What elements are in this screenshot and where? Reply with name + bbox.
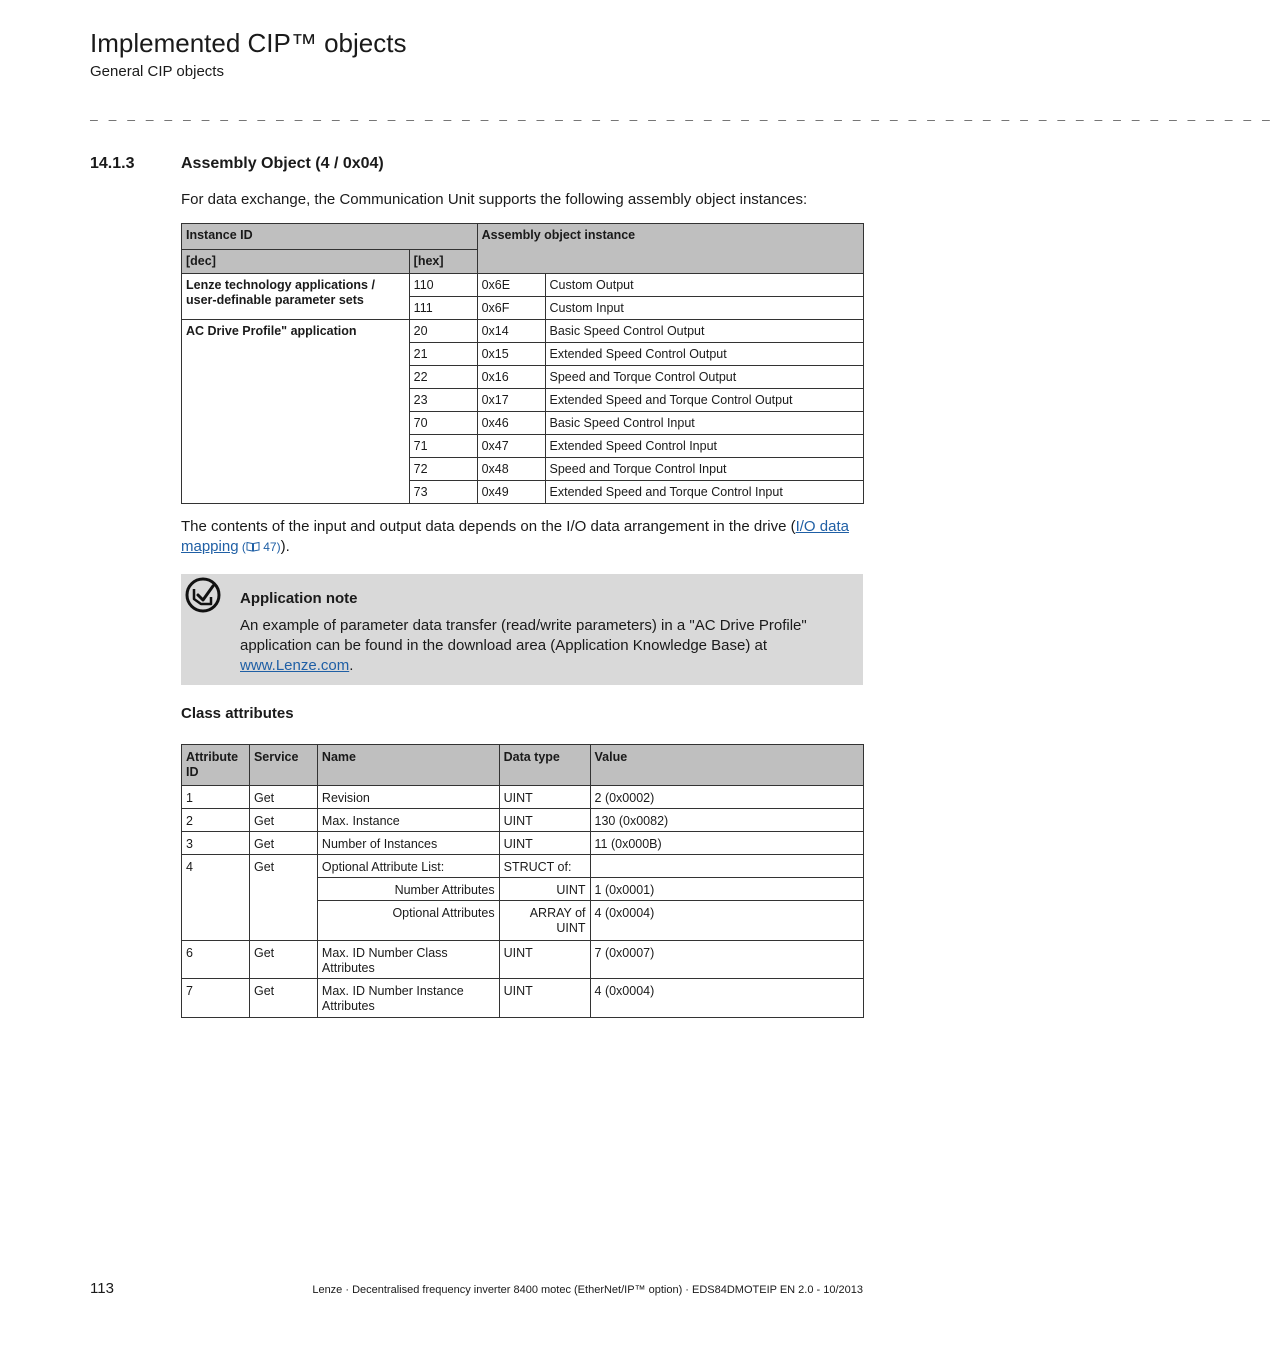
cell-name: Max. ID Number Instance Attributes	[317, 979, 499, 1018]
cell-attribute-id: 2	[182, 809, 250, 832]
cell-dec: 71	[409, 435, 477, 458]
header-separator: _ _ _ _ _ _ _ _ _ _ _ _ _ _ _ _ _ _ _ _ _ _ _ _ _ _ _ _ _ _ _ _ _ _ _ _ _ _ _ _ _ _ _ _ _ _ _ _ _ _ _ _ _ _ _ _ _ _ _ _ _ _ _ _	[90, 108, 1271, 123]
cell-hex: 0x48	[477, 458, 545, 481]
cell-name: Optional Attributes	[317, 901, 499, 941]
cell-service: Get	[249, 979, 317, 1018]
cell-dec: 20	[409, 320, 477, 343]
cell-dec: 21	[409, 343, 477, 366]
contents-paragraph	[181, 517, 871, 557]
book-icon	[246, 541, 260, 552]
cell-name: Number of Instances	[317, 832, 499, 855]
cell-data-type: STRUCT of:	[499, 855, 590, 878]
intro-paragraph: For data exchange, the Communication Unit supports the following assembly object instances:	[181, 191, 808, 208]
note-text: An example of parameter data transfer (read/write parameters) in a "AC Drive Profile" application can be found in the download area (Application Knowledge Base) at www.Lenze.com.	[240, 617, 807, 674]
header-assembly-object-instance: Assembly object instance	[477, 224, 863, 274]
contents-text: The contents of the input and output data depends on the I/O data arrangement in the drive (	[181, 518, 796, 535]
page-reference[interactable]: ( 47)	[238, 540, 281, 554]
cell-dec: 111	[409, 297, 477, 320]
cell-instance-name: Speed and Torque Control Output	[545, 366, 863, 389]
cell-hex: 0x6E	[477, 274, 545, 297]
cell-dec: 72	[409, 458, 477, 481]
page-number: 113	[90, 1280, 114, 1297]
cell-data-type: ARRAY of UINT	[499, 901, 590, 941]
cell-hex: 0x17	[477, 389, 545, 412]
cell-dec: 73	[409, 481, 477, 504]
cell-value	[590, 855, 863, 878]
cell-service: Get	[249, 832, 317, 855]
cell-name: Max. ID Number Class Attributes	[317, 941, 499, 979]
page-subtitle: General CIP objects	[90, 63, 224, 80]
col-value: Value	[590, 745, 863, 786]
cell-name: Optional Attribute List:	[317, 855, 499, 878]
class-attributes-table	[181, 744, 864, 1018]
cell-hex: 0x47	[477, 435, 545, 458]
cell-instance-name: Basic Speed Control Output	[545, 320, 863, 343]
cell-data-type: UINT	[499, 878, 590, 901]
cell-value: 2 (0x0002)	[590, 786, 863, 809]
cell-name: Revision	[317, 786, 499, 809]
header-dec: [dec]	[182, 250, 410, 274]
cell-service: Get	[249, 809, 317, 832]
cell-data-type: UINT	[499, 979, 590, 1018]
cell-hex: 0x6F	[477, 297, 545, 320]
cell-hex: 0x16	[477, 366, 545, 389]
cell-dec: 22	[409, 366, 477, 389]
io-data-mapping-link[interactable]: I/O data mapping	[181, 518, 849, 555]
cell-instance-name: Basic Speed Control Input	[545, 412, 863, 435]
cell-name: Max. Instance	[317, 809, 499, 832]
cell-hex: 0x15	[477, 343, 545, 366]
cell-service: Get	[249, 786, 317, 809]
cell-attribute-id: 6	[182, 941, 250, 979]
section-number: 14.1.3	[90, 155, 135, 172]
cell-value: 1 (0x0001)	[590, 878, 863, 901]
cell-instance-name: Extended Speed Control Input	[545, 435, 863, 458]
col-name: Name	[317, 745, 499, 786]
cell-hex: 0x49	[477, 481, 545, 504]
cell-instance-name: Extended Speed Control Output	[545, 343, 863, 366]
cell-attribute-id: 4	[182, 855, 250, 941]
col-data-type: Data type	[499, 745, 590, 786]
col-service: Service	[249, 745, 317, 786]
contents-text-end: ).	[280, 538, 290, 555]
cell-dec: 70	[409, 412, 477, 435]
note-title: Application note	[240, 590, 358, 607]
cell-instance-name: Speed and Torque Control Input	[545, 458, 863, 481]
group-label-ac-drive: AC Drive Profile" application	[182, 320, 410, 504]
cell-hex: 0x14	[477, 320, 545, 343]
footer-text: Lenze · Decentralised frequency inverter 8400 motec (EtherNet/IP™ option) · EDS84DMOTEIP EN 2.0 - 10/2013	[312, 1284, 863, 1296]
cell-instance-name: Custom Output	[545, 274, 863, 297]
cell-service: Get	[249, 855, 317, 941]
cell-hex: 0x46	[477, 412, 545, 435]
cell-data-type: UINT	[499, 786, 590, 809]
application-note-icon	[185, 577, 221, 613]
page-title: Implemented CIP™ objects	[90, 28, 407, 58]
cell-data-type: UINT	[499, 809, 590, 832]
cell-value: 7 (0x0007)	[590, 941, 863, 979]
cell-instance-name: Custom Input	[545, 297, 863, 320]
assembly-instance-table	[181, 223, 864, 504]
cell-value: 4 (0x0004)	[590, 979, 863, 1018]
col-attribute-id: Attribute ID	[182, 745, 250, 786]
section-title: Assembly Object (4 / 0x04)	[181, 155, 384, 172]
lenze-website-link[interactable]: www.Lenze.com	[240, 657, 350, 674]
cell-instance-name: Extended Speed and Torque Control Input	[545, 481, 863, 504]
cell-attribute-id: 3	[182, 832, 250, 855]
cell-value: 11 (0x000B)	[590, 832, 863, 855]
cell-service: Get	[249, 941, 317, 979]
cell-instance-name: Extended Speed and Torque Control Output	[545, 389, 863, 412]
group-label-lenze: Lenze technology applications / user-definable parameter sets	[182, 274, 410, 320]
cell-value: 130 (0x0082)	[590, 809, 863, 832]
cell-dec: 23	[409, 389, 477, 412]
cell-data-type: UINT	[499, 941, 590, 979]
cell-attribute-id: 7	[182, 979, 250, 1018]
header-hex: [hex]	[409, 250, 477, 274]
cell-dec: 110	[409, 274, 477, 297]
class-attributes-title: Class attributes	[181, 705, 294, 722]
cell-name: Number Attributes	[317, 878, 499, 901]
cell-attribute-id: 1	[182, 786, 250, 809]
cell-value: 4 (0x0004)	[590, 901, 863, 941]
header-instance-id: Instance ID	[182, 224, 478, 250]
cell-data-type: UINT	[499, 832, 590, 855]
